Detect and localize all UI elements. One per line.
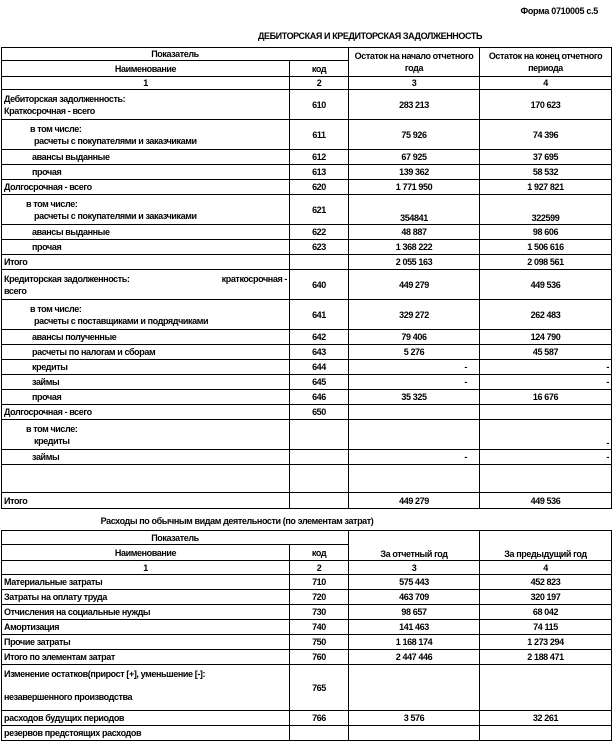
row-code bbox=[290, 255, 349, 270]
row-label bbox=[2, 195, 290, 225]
table-row bbox=[2, 465, 612, 493]
row-code: 641 bbox=[290, 300, 349, 330]
value-current bbox=[349, 665, 480, 711]
value-previous: 2 188 471 bbox=[480, 650, 612, 665]
value-end: 16 676 bbox=[480, 390, 612, 405]
row-code: 730 bbox=[290, 605, 349, 620]
value-current: 1 168 174 bbox=[349, 635, 480, 650]
row-code: 710 bbox=[290, 575, 349, 590]
col-number: 2 bbox=[290, 561, 349, 575]
row-code: 612 bbox=[290, 150, 349, 165]
row-label bbox=[2, 420, 290, 450]
row-code bbox=[290, 465, 349, 493]
value-begin: 283 213 bbox=[349, 90, 480, 120]
row-code bbox=[290, 450, 349, 465]
row-code: 610 bbox=[290, 90, 349, 120]
in-that-number-label: в том числе: bbox=[26, 198, 78, 209]
value-end: 37 695 bbox=[480, 150, 612, 165]
table-row bbox=[2, 405, 612, 420]
row-label: прочая bbox=[2, 240, 290, 255]
value-current: 463 709 bbox=[349, 590, 480, 605]
value-begin: 1 771 950 bbox=[349, 180, 480, 195]
row-label: Амортизация bbox=[2, 620, 290, 635]
buyers-label: расчеты с покупателями и заказчиками bbox=[34, 210, 197, 221]
value-previous: 452 823 bbox=[480, 575, 612, 590]
row-label bbox=[2, 120, 290, 150]
value-begin bbox=[349, 420, 480, 450]
value-previous: 320 197 bbox=[480, 590, 612, 605]
value-end: - bbox=[480, 420, 612, 450]
value-begin: 329 272 bbox=[349, 300, 480, 330]
row-label bbox=[2, 465, 290, 493]
value-end: 98 606 bbox=[480, 225, 612, 240]
row-code: 613 bbox=[290, 165, 349, 180]
value-begin: - bbox=[349, 450, 480, 465]
row-label: расходов будущих периодов bbox=[2, 711, 290, 726]
value-current: 3 576 bbox=[349, 711, 480, 726]
table-row bbox=[2, 605, 612, 620]
value-begin: 5 276 bbox=[349, 345, 480, 360]
row-code: 766 bbox=[290, 711, 349, 726]
row-label bbox=[2, 300, 290, 330]
buyers-label: расчеты с покупателями и заказчиками bbox=[34, 135, 197, 146]
table-row bbox=[2, 360, 612, 375]
table-row bbox=[2, 90, 612, 120]
value-previous: 74 115 bbox=[480, 620, 612, 635]
row-code: 621 bbox=[290, 195, 349, 225]
table-row bbox=[2, 345, 612, 360]
value-current: 98 657 bbox=[349, 605, 480, 620]
value-begin: 79 406 bbox=[349, 330, 480, 345]
row-code: 740 bbox=[290, 620, 349, 635]
table-row bbox=[2, 240, 612, 255]
row-code bbox=[290, 493, 349, 509]
value-begin bbox=[349, 405, 480, 420]
receivables-title: Дебиторская задолженность: bbox=[4, 93, 126, 104]
row-code: 622 bbox=[290, 225, 349, 240]
row-label: авансы полученные bbox=[2, 330, 290, 345]
in-that-number-label: в том числе: bbox=[30, 303, 82, 314]
col-number: 3 bbox=[349, 561, 480, 575]
col-number: 3 bbox=[349, 77, 480, 90]
table-row bbox=[2, 493, 612, 509]
expenses-title: Расходы по обычным видам деятельности (по элементам затрат) bbox=[100, 516, 374, 526]
value-end: 322599 bbox=[480, 195, 612, 225]
value-end: - bbox=[480, 450, 612, 465]
value-end: 170 623 bbox=[480, 90, 612, 120]
row-code: 760 bbox=[290, 650, 349, 665]
payables-title: Кредиторская задолженность: bbox=[4, 273, 130, 284]
row-label bbox=[2, 270, 290, 300]
col-number: 1 bbox=[2, 561, 290, 575]
table-row bbox=[2, 665, 612, 711]
table-row bbox=[2, 420, 612, 450]
value-end: 449 536 bbox=[480, 493, 612, 509]
row-code: 644 bbox=[290, 360, 349, 375]
table-row bbox=[2, 450, 612, 465]
row-code bbox=[290, 726, 349, 741]
value-begin: 449 279 bbox=[349, 493, 480, 509]
value-current: 2 447 446 bbox=[349, 650, 480, 665]
header-end: Остаток на конец отчетного периода bbox=[480, 48, 612, 77]
table-row bbox=[2, 120, 612, 150]
row-label: Прочие затраты bbox=[2, 635, 290, 650]
expenses-table bbox=[1, 530, 612, 741]
value-end: 262 483 bbox=[480, 300, 612, 330]
row-code: 750 bbox=[290, 635, 349, 650]
payables-short-label-2: всего bbox=[4, 285, 27, 296]
value-begin bbox=[349, 465, 480, 493]
value-previous: 68 042 bbox=[480, 605, 612, 620]
in-that-number-label: в том числе: bbox=[26, 423, 78, 434]
value-end: 58 532 bbox=[480, 165, 612, 180]
table-row bbox=[2, 300, 612, 330]
table-row bbox=[2, 330, 612, 345]
header-code: код bbox=[290, 61, 349, 77]
row-label: прочая bbox=[2, 165, 290, 180]
row-label: расчеты по налогам и сборам bbox=[2, 345, 290, 360]
value-end: 2 098 561 bbox=[480, 255, 612, 270]
value-begin: 67 925 bbox=[349, 150, 480, 165]
table-row bbox=[2, 575, 612, 590]
row-label: прочая bbox=[2, 390, 290, 405]
value-end bbox=[480, 405, 612, 420]
row-label: Материальные затраты bbox=[2, 575, 290, 590]
wip-label: незавершенного производства bbox=[4, 692, 133, 702]
header-begin: Остаток на начало отчетного года bbox=[349, 48, 480, 77]
value-previous: 1 273 294 bbox=[480, 635, 612, 650]
row-label: авансы выданные bbox=[2, 150, 290, 165]
row-label: Затраты на оплату труда bbox=[2, 590, 290, 605]
table-row bbox=[2, 150, 612, 165]
row-code: 620 bbox=[290, 180, 349, 195]
row-code: 765 bbox=[290, 665, 349, 711]
table-row bbox=[2, 375, 612, 390]
table-row bbox=[2, 635, 612, 650]
value-end: - bbox=[480, 360, 612, 375]
row-label: Итого по элементам затрат bbox=[2, 650, 290, 665]
form-code: Форма 0710005 с.5 bbox=[520, 6, 598, 16]
value-begin: 35 325 bbox=[349, 390, 480, 405]
header-code: код bbox=[290, 545, 349, 561]
value-end: 1 506 616 bbox=[480, 240, 612, 255]
table-row bbox=[2, 620, 612, 635]
table-row bbox=[2, 650, 612, 665]
row-code: 650 bbox=[290, 405, 349, 420]
value-end: 45 587 bbox=[480, 345, 612, 360]
row-code: 645 bbox=[290, 375, 349, 390]
row-label: резервов предстоящих расходов bbox=[2, 726, 290, 741]
value-current bbox=[349, 726, 480, 741]
row-label: займы bbox=[2, 450, 290, 465]
value-begin: 48 887 bbox=[349, 225, 480, 240]
value-end: 1 927 821 bbox=[480, 180, 612, 195]
row-label: Отчисления на социальные нужды bbox=[2, 605, 290, 620]
table-row bbox=[2, 165, 612, 180]
header-previous-year: За предыдущий год bbox=[480, 531, 612, 561]
table-row bbox=[2, 390, 612, 405]
row-code: 611 bbox=[290, 120, 349, 150]
table-row bbox=[2, 255, 612, 270]
value-begin: 139 362 bbox=[349, 165, 480, 180]
col-number: 4 bbox=[480, 77, 612, 90]
change-label: Изменение остатков(прирост [+], уменьшение [-]: bbox=[4, 669, 206, 679]
col-number: 1 bbox=[2, 77, 290, 90]
table-row bbox=[2, 726, 612, 741]
header-indicator: Показатель bbox=[2, 531, 349, 545]
table-row bbox=[2, 270, 612, 300]
value-current: 141 463 bbox=[349, 620, 480, 635]
short-term-total-label: Краткосрочная - всего bbox=[4, 105, 95, 116]
row-label: кредиты bbox=[2, 360, 290, 375]
value-begin: 75 926 bbox=[349, 120, 480, 150]
col-number: 4 bbox=[480, 561, 612, 575]
receivables-payables-table bbox=[1, 47, 612, 509]
row-code: 643 bbox=[290, 345, 349, 360]
value-begin: 2 055 163 bbox=[349, 255, 480, 270]
row-label bbox=[2, 665, 290, 711]
payables-short-label: краткосрочная - bbox=[221, 273, 287, 284]
row-label: займы bbox=[2, 375, 290, 390]
header-indicator: Показатель bbox=[2, 48, 349, 61]
row-label: Долгосрочная - всего bbox=[2, 180, 290, 195]
table-row bbox=[2, 590, 612, 605]
row-code bbox=[290, 420, 349, 450]
value-end: 124 790 bbox=[480, 330, 612, 345]
col-number: 2 bbox=[290, 77, 349, 90]
value-previous bbox=[480, 665, 612, 711]
table-row bbox=[2, 195, 612, 225]
value-end: - bbox=[480, 375, 612, 390]
value-previous bbox=[480, 726, 612, 741]
row-label bbox=[2, 90, 290, 120]
value-begin: - bbox=[349, 375, 480, 390]
in-that-number-label: в том числе: bbox=[30, 123, 82, 134]
header-current-year: За отчетный год bbox=[349, 531, 480, 561]
value-end: 449 536 bbox=[480, 270, 612, 300]
row-code: 646 bbox=[290, 390, 349, 405]
value-begin: 449 279 bbox=[349, 270, 480, 300]
credits-label: кредиты bbox=[34, 435, 70, 446]
table-title: ДЕБИТОРСКАЯ И КРЕДИТОРСКАЯ ЗАДОЛЖЕННОСТЬ bbox=[257, 31, 483, 41]
table-row bbox=[2, 180, 612, 195]
row-label: авансы выданные bbox=[2, 225, 290, 240]
row-label: Итого bbox=[2, 255, 290, 270]
row-code: 640 bbox=[290, 270, 349, 300]
value-end bbox=[480, 465, 612, 493]
table-row bbox=[2, 711, 612, 726]
value-current: 575 443 bbox=[349, 575, 480, 590]
value-previous: 32 261 bbox=[480, 711, 612, 726]
row-code: 720 bbox=[290, 590, 349, 605]
row-code: 642 bbox=[290, 330, 349, 345]
value-begin: - bbox=[349, 360, 480, 375]
header-name: Наименование bbox=[2, 545, 290, 561]
row-code: 623 bbox=[290, 240, 349, 255]
value-begin: 1 368 222 bbox=[349, 240, 480, 255]
value-begin: 354841 bbox=[349, 195, 480, 225]
value-end: 74 396 bbox=[480, 120, 612, 150]
header-name: Наименование bbox=[2, 61, 290, 77]
row-label: Долгосрочная - всего bbox=[2, 405, 290, 420]
suppliers-label: расчеты с поставщиками и подрядчиками bbox=[34, 315, 209, 326]
row-label: Итого bbox=[2, 493, 290, 509]
table-row bbox=[2, 225, 612, 240]
